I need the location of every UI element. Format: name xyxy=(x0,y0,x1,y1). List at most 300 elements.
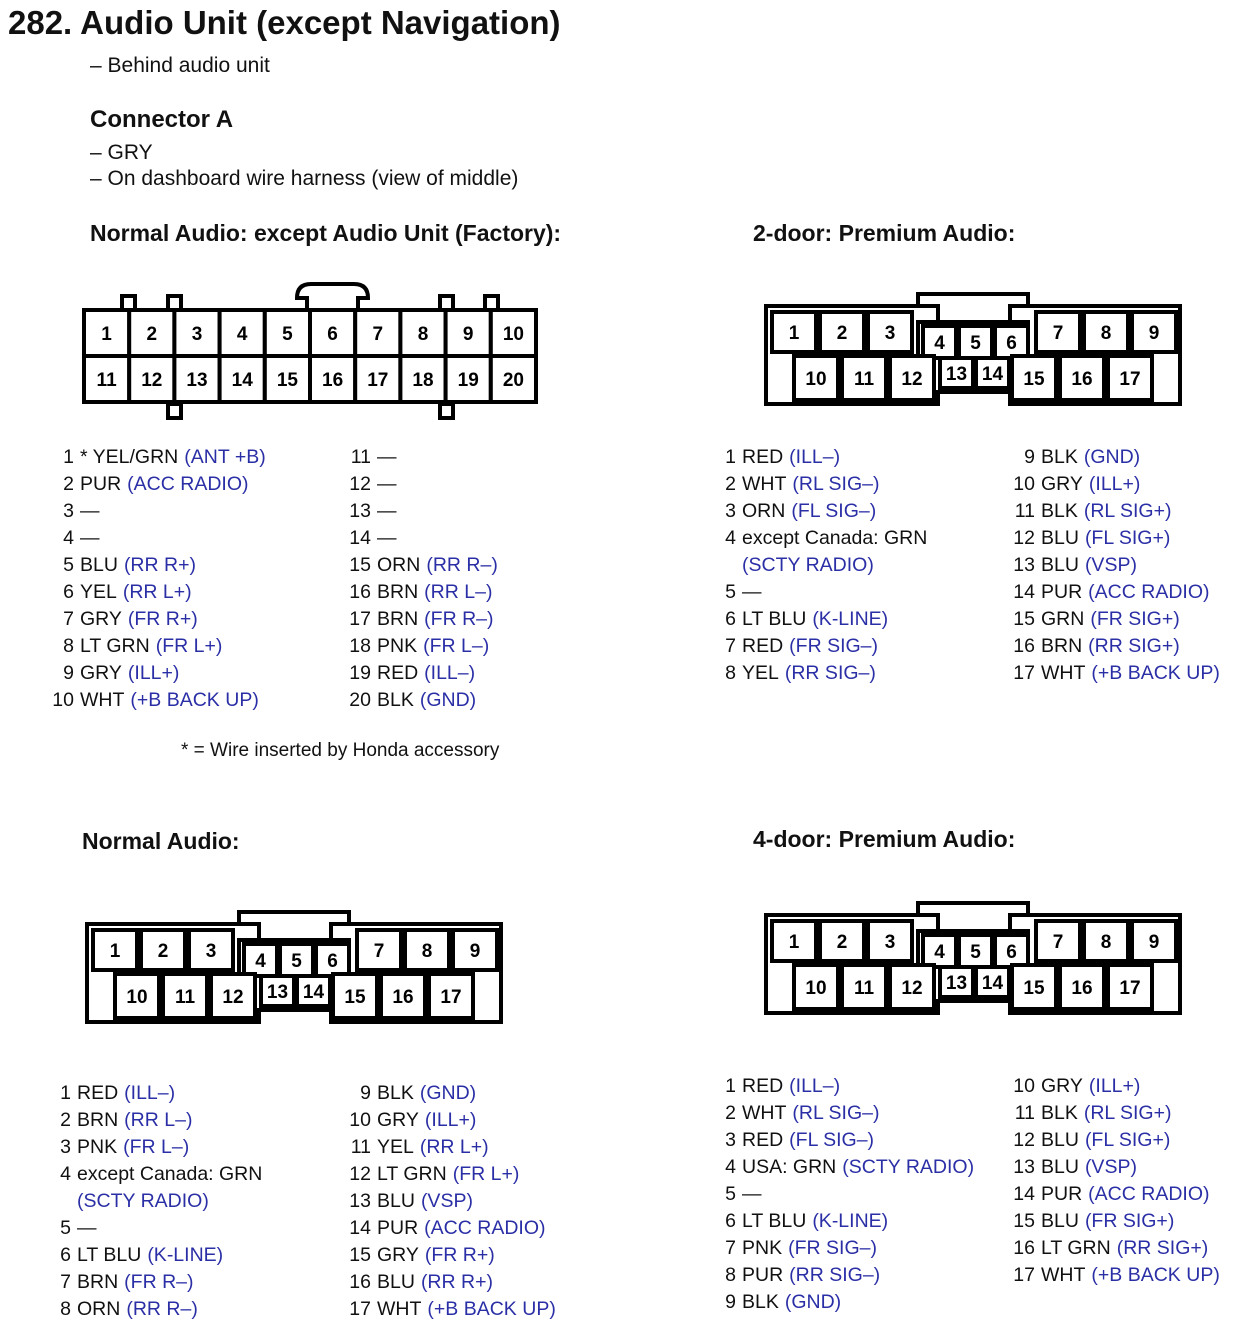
pin-row xyxy=(45,1269,262,1296)
pin-number: 6 xyxy=(725,1210,736,1232)
pin-label: 9 xyxy=(469,941,481,962)
pinlist-2door-left xyxy=(710,444,927,687)
pin-row xyxy=(45,1215,262,1242)
signal-name: (RL SIG+) xyxy=(1083,500,1172,522)
signal-name: (ILL–) xyxy=(789,1075,841,1097)
signal-name: (RR R+) xyxy=(420,1271,493,1293)
signal-name: (+B BACK UP) xyxy=(130,689,259,711)
wire-color: — xyxy=(77,1217,97,1239)
wire-color: PNK xyxy=(377,635,418,657)
pin-row xyxy=(710,1154,974,1181)
wire-color: LT BLU xyxy=(742,1210,807,1232)
signal-name: (RR SIG–) xyxy=(784,662,876,684)
wire-color: RED xyxy=(742,1075,784,1097)
pin-row xyxy=(710,633,927,660)
pin-number: 10 xyxy=(349,1109,371,1131)
signal-name: (ILL+) xyxy=(424,1109,477,1131)
pin-row xyxy=(345,525,498,552)
pin-number: 8 xyxy=(63,635,74,657)
pin-row xyxy=(1009,552,1220,579)
pin-row xyxy=(45,1080,262,1107)
pin-row xyxy=(345,1215,556,1242)
pin-label: 12 xyxy=(141,370,163,391)
pin-number: 13 xyxy=(1013,1156,1035,1178)
pin-row xyxy=(48,525,266,552)
pin-label: 15 xyxy=(276,370,298,391)
signal-name: (SCTY RADIO) xyxy=(742,554,874,576)
signal-name: (FR R+) xyxy=(424,1244,495,1266)
pin-label: 11 xyxy=(853,369,875,390)
pin-label: 13 xyxy=(945,364,968,385)
pin-row xyxy=(345,444,498,471)
pin-number: 11 xyxy=(350,1136,371,1158)
pin-label: 2 xyxy=(836,932,848,953)
pin-number: 6 xyxy=(725,608,736,630)
pin-number: 15 xyxy=(349,1244,371,1266)
signal-name: (ANT +B) xyxy=(184,446,266,468)
footnote: * = Wire inserted by Honda accessory xyxy=(181,740,500,761)
wire-color: BRN xyxy=(77,1271,119,1293)
signal-name: (FL SIG+) xyxy=(1084,1129,1171,1151)
pin-label: 2 xyxy=(146,324,158,345)
wire-color: GRY xyxy=(80,662,122,684)
pin-label: 5 xyxy=(291,951,302,972)
pin-row xyxy=(1009,633,1220,660)
wire-color: BLU xyxy=(1041,527,1079,549)
wire-color: WHT xyxy=(1041,662,1086,684)
wire-color: BLK xyxy=(1041,446,1078,468)
pin-label: 4 xyxy=(255,951,266,972)
wire-color: LT BLU xyxy=(742,608,807,630)
pin-row xyxy=(48,660,266,687)
pin-number: 12 xyxy=(349,473,371,495)
pin-row xyxy=(345,579,498,606)
pin-label: 3 xyxy=(191,324,203,345)
pin-number: 18 xyxy=(349,635,371,657)
wire-color: BRN xyxy=(377,608,419,630)
pin-number: 10 xyxy=(1013,1075,1035,1097)
pin-number: 11 xyxy=(1014,1102,1035,1124)
pin-number: 12 xyxy=(1013,527,1035,549)
wire-color: — xyxy=(742,1183,762,1205)
pin-label: 7 xyxy=(373,941,385,962)
signal-name: (RR L–) xyxy=(424,581,493,603)
pin-row xyxy=(710,1208,974,1235)
pin-label: 4 xyxy=(934,942,945,963)
connector-tab xyxy=(168,296,181,310)
pin-number: 2 xyxy=(60,1109,71,1131)
pin-number: 12 xyxy=(349,1163,371,1185)
signal-name: (RR R+) xyxy=(123,554,196,576)
pin-row xyxy=(345,1242,556,1269)
pin-row xyxy=(1009,606,1220,633)
pin-number: 6 xyxy=(60,1244,71,1266)
pin-label: 1 xyxy=(101,324,112,345)
pin-number: 11 xyxy=(1014,500,1035,522)
pin-row xyxy=(345,1269,556,1296)
pin-label: 4 xyxy=(236,324,248,345)
pin-row xyxy=(710,1181,974,1208)
pin-number: 6 xyxy=(63,581,74,603)
pin-label: 10 xyxy=(805,369,827,390)
signal-name: (FR L–) xyxy=(123,1136,190,1158)
wire-color: BLU xyxy=(80,554,118,576)
pinlist-normal-right xyxy=(345,1080,556,1323)
pin-label: 9 xyxy=(1148,323,1160,344)
pin-number: 1 xyxy=(60,1082,71,1104)
pin-row xyxy=(345,552,498,579)
pin-label: 9 xyxy=(1148,932,1160,953)
pin-number: 9 xyxy=(1024,446,1035,468)
pin-row xyxy=(710,525,927,579)
pin-label: 11 xyxy=(853,978,875,999)
pin-label: 8 xyxy=(1100,932,1112,953)
pin-label: 10 xyxy=(502,324,524,345)
pin-row xyxy=(1009,1073,1220,1100)
wire-color: ORN xyxy=(742,500,786,522)
pin-row xyxy=(1009,1181,1220,1208)
wire-color: BLU xyxy=(377,1190,415,1212)
pin-number: 15 xyxy=(1013,1210,1035,1232)
signal-name: (RR SIG–) xyxy=(789,1264,881,1286)
pin-number: 7 xyxy=(60,1271,71,1293)
signal-name: (FL SIG–) xyxy=(789,1129,875,1151)
pin-label: 15 xyxy=(344,987,366,1008)
wire-color: BLU xyxy=(377,1271,415,1293)
signal-name: (ILL+) xyxy=(1088,473,1141,495)
wire-color: YEL xyxy=(377,1136,414,1158)
pin-row xyxy=(710,660,927,687)
pin-row xyxy=(1009,660,1220,687)
pin-number: 8 xyxy=(60,1298,71,1320)
pin-number: 7 xyxy=(63,608,74,630)
pin-row xyxy=(345,1107,556,1134)
pin-row xyxy=(345,1134,556,1161)
pin-number: 17 xyxy=(349,608,371,630)
wire-color: except Canada: GRN xyxy=(742,527,928,549)
wire-color: BLK xyxy=(1041,500,1078,522)
pinlist-20pin-left xyxy=(48,444,266,714)
pin-number: 4 xyxy=(725,527,736,549)
wire-color: YEL xyxy=(80,581,117,603)
pin-label: 3 xyxy=(205,941,217,962)
signal-name: (K-LINE) xyxy=(812,1210,889,1232)
signal-name: (FR R–) xyxy=(424,608,494,630)
signal-name: (FL SIG+) xyxy=(1084,527,1171,549)
pin-label: 9 xyxy=(462,324,474,345)
pin-label: 11 xyxy=(96,370,117,391)
pin-label: 5 xyxy=(970,942,981,963)
pin-number: 15 xyxy=(349,554,371,576)
pin-number: 10 xyxy=(52,689,74,711)
wire-color: RED xyxy=(77,1082,119,1104)
signal-name: (RR L+) xyxy=(122,581,192,603)
wire-color: WHT xyxy=(80,689,125,711)
pinlist-4door-left xyxy=(710,1073,974,1316)
pin-label: 19 xyxy=(457,370,479,391)
pin-number: 15 xyxy=(1013,608,1035,630)
wire-color: — xyxy=(377,446,397,468)
signal-name: (GND) xyxy=(1083,446,1141,468)
pin-number: 9 xyxy=(725,1291,736,1313)
pin-row xyxy=(48,471,266,498)
pin-number: 7 xyxy=(725,635,736,657)
signal-name: (FR L–) xyxy=(423,635,490,657)
pin-label: 2 xyxy=(157,941,169,962)
wire-color: — xyxy=(742,581,762,603)
connector-2door-diagram xyxy=(760,288,1190,413)
pin-row xyxy=(710,1100,974,1127)
signal-name: (RR L+) xyxy=(419,1136,489,1158)
pin-row xyxy=(48,579,266,606)
pin-label: 6 xyxy=(1006,333,1017,354)
pin-label: 16 xyxy=(392,987,414,1008)
pin-label: 10 xyxy=(126,987,148,1008)
pin-label: 13 xyxy=(186,370,208,391)
pin-row xyxy=(45,1107,262,1134)
wire-color: WHT xyxy=(377,1298,422,1320)
pin-number: 11 xyxy=(350,446,371,468)
pin-number: 8 xyxy=(725,1264,736,1286)
pin-number: 5 xyxy=(60,1217,71,1239)
wire-color: GRY xyxy=(377,1244,419,1266)
pinlist-2door-right xyxy=(1009,444,1220,687)
wire-color: LT GRN xyxy=(80,635,150,657)
pin-number: 5 xyxy=(63,554,74,576)
pin-label: 14 xyxy=(302,982,325,1003)
pin-label: 16 xyxy=(1071,978,1093,999)
signal-name: (GND) xyxy=(419,689,477,711)
pin-number: 5 xyxy=(725,581,736,603)
heading-2door-premium: 2-door: Premium Audio: xyxy=(753,220,1016,246)
pin-label: 6 xyxy=(327,324,338,345)
pin-number: 14 xyxy=(1013,1183,1035,1205)
pin-label: 18 xyxy=(412,370,434,391)
pin-label: 15 xyxy=(1023,978,1045,999)
pin-row xyxy=(710,498,927,525)
pin-row xyxy=(710,1289,974,1316)
pin-label: 16 xyxy=(322,370,344,391)
pin-number: 9 xyxy=(360,1082,371,1104)
pin-label: 17 xyxy=(367,370,389,391)
pin-label: 2 xyxy=(836,323,848,344)
heading-4door-premium: 4-door: Premium Audio: xyxy=(753,826,1016,852)
signal-name: (VSP) xyxy=(1084,1156,1137,1178)
pin-number: 17 xyxy=(349,1298,371,1320)
pin-label: 6 xyxy=(327,951,338,972)
wire-color: PNK xyxy=(742,1237,783,1259)
pin-number: 5 xyxy=(725,1183,736,1205)
wire-color: WHT xyxy=(742,1102,787,1124)
pin-number: 14 xyxy=(349,1217,371,1239)
signal-name: (SCTY RADIO) xyxy=(842,1156,975,1178)
wire-color: ORN xyxy=(377,554,421,576)
signal-name: (+B BACK UP) xyxy=(427,1298,556,1320)
pin-label: 8 xyxy=(1100,323,1112,344)
signal-name: (ACC RADIO) xyxy=(1088,581,1210,603)
pin-number: 2 xyxy=(63,473,74,495)
pin-number: 16 xyxy=(1013,635,1035,657)
wire-color: — xyxy=(377,527,397,549)
pin-number: 1 xyxy=(725,1075,736,1097)
wire-color: BRN xyxy=(77,1109,119,1131)
location-note: – Behind audio unit xyxy=(90,54,270,77)
heading-normal-audio: Normal Audio: xyxy=(82,828,240,854)
pin-row xyxy=(710,1262,974,1289)
wire-color: BRN xyxy=(1041,635,1083,657)
pin-row xyxy=(48,552,266,579)
signal-name: (RR R–) xyxy=(426,554,498,576)
pin-row xyxy=(345,498,498,525)
connector-tab xyxy=(440,296,453,310)
pin-row xyxy=(710,471,927,498)
pin-label: 16 xyxy=(1071,369,1093,390)
pin-number: 2 xyxy=(725,1102,736,1124)
signal-name: (RR R–) xyxy=(126,1298,198,1320)
pin-number: 13 xyxy=(349,1190,371,1212)
pin-number: 1 xyxy=(63,446,74,468)
wire-color: BLU xyxy=(1041,1156,1079,1178)
connector-tab xyxy=(168,404,181,418)
connector-tab xyxy=(440,404,453,418)
pin-number: 4 xyxy=(63,527,74,549)
pin-label: 17 xyxy=(440,987,462,1008)
pin-number: 16 xyxy=(349,1271,371,1293)
wire-color: LT GRN xyxy=(1041,1237,1111,1259)
pin-number: 13 xyxy=(349,500,371,522)
pinlist-20pin-right xyxy=(345,444,498,714)
pin-row xyxy=(48,498,266,525)
pin-label: 14 xyxy=(231,370,253,391)
connector-4door-diagram xyxy=(760,897,1190,1022)
pin-number: 14 xyxy=(349,527,371,549)
pin-number: 17 xyxy=(1013,1264,1035,1286)
wire-color: — xyxy=(377,473,397,495)
signal-name: (FR SIG–) xyxy=(789,635,879,657)
signal-name: (FL SIG–) xyxy=(791,500,877,522)
wire-color: RED xyxy=(377,662,419,684)
connector-20pin-diagram xyxy=(78,278,548,428)
pin-row xyxy=(345,1296,556,1323)
wire-color: RED xyxy=(742,635,784,657)
pin-label: 1 xyxy=(788,323,800,344)
pinlist-4door-right xyxy=(1009,1073,1220,1289)
pin-row xyxy=(345,660,498,687)
pin-label: 12 xyxy=(901,978,923,999)
pin-row xyxy=(345,1080,556,1107)
pin-label: 11 xyxy=(174,987,196,1008)
pin-row xyxy=(1009,579,1220,606)
pin-row xyxy=(345,606,498,633)
wire-color: GRN xyxy=(1041,608,1085,630)
signal-name: (ACC RADIO) xyxy=(424,1217,546,1239)
wire-color: BLU xyxy=(1041,1129,1079,1151)
pin-label: 14 xyxy=(981,973,1004,994)
signal-name: (RR SIG+) xyxy=(1088,635,1180,657)
signal-name: (+B BACK UP) xyxy=(1091,1264,1220,1286)
wire-color: — xyxy=(377,500,397,522)
connector-latch xyxy=(297,284,368,310)
signal-name: (RL SIG–) xyxy=(792,1102,880,1124)
wire-color: WHT xyxy=(742,473,787,495)
wire-color: PUR xyxy=(377,1217,419,1239)
signal-name: (VSP) xyxy=(1084,554,1137,576)
pin-number: 17 xyxy=(1013,662,1035,684)
pin-row xyxy=(1009,444,1220,471)
wire-color: BRN xyxy=(377,581,419,603)
pin-row xyxy=(48,687,266,714)
signal-name: (GND) xyxy=(419,1082,477,1104)
signal-name: (SCTY RADIO) xyxy=(77,1190,209,1212)
wire-color: BLK xyxy=(377,689,414,711)
pin-row xyxy=(710,1235,974,1262)
signal-name: (FR L+) xyxy=(155,635,223,657)
connector-tab xyxy=(122,296,135,310)
pin-row xyxy=(710,1073,974,1100)
pin-label: 7 xyxy=(1052,323,1064,344)
pin-row xyxy=(45,1161,262,1215)
wire-color: BLU xyxy=(1041,1210,1079,1232)
page-title: 282. Audio Unit (except Navigation) xyxy=(8,4,561,41)
signal-name: (RL SIG–) xyxy=(792,473,880,495)
pin-label: 3 xyxy=(884,932,896,953)
pin-number: 14 xyxy=(1013,581,1035,603)
pin-row xyxy=(710,579,927,606)
wire-color: — xyxy=(80,500,100,522)
signal-name: (ILL–) xyxy=(789,446,841,468)
wire-color: GRY xyxy=(377,1109,419,1131)
pin-row xyxy=(1009,1100,1220,1127)
pin-row xyxy=(345,1161,556,1188)
wire-color: BLK xyxy=(1041,1102,1078,1124)
signal-name: (FR SIG–) xyxy=(788,1237,877,1259)
signal-name: (RL SIG+) xyxy=(1083,1102,1172,1124)
wire-color: except Canada: GRN xyxy=(77,1163,263,1185)
pin-label: 13 xyxy=(945,973,968,994)
pin-number: 9 xyxy=(63,662,74,684)
signal-name: (ILL–) xyxy=(124,1082,176,1104)
wire-color: * YEL/GRN xyxy=(80,446,179,468)
pin-number: 3 xyxy=(60,1136,71,1158)
pin-row xyxy=(48,633,266,660)
pin-row xyxy=(1009,1154,1220,1181)
pin-number: 4 xyxy=(725,1156,736,1178)
pin-row xyxy=(1009,1235,1220,1262)
pin-label: 17 xyxy=(1119,369,1141,390)
pinlist-normal-left xyxy=(45,1080,262,1323)
pin-label: 12 xyxy=(222,987,244,1008)
wire-color: PNK xyxy=(77,1136,118,1158)
pin-number: 2 xyxy=(725,473,736,495)
pin-label: 8 xyxy=(417,324,429,345)
signal-name: (ILL+) xyxy=(127,662,180,684)
pin-label: 3 xyxy=(884,323,896,344)
wire-color: LT GRN xyxy=(377,1163,447,1185)
pin-label: 8 xyxy=(421,941,433,962)
pin-row xyxy=(1009,471,1220,498)
signal-name: (K-LINE) xyxy=(147,1244,224,1266)
pin-row xyxy=(45,1296,262,1323)
pin-row xyxy=(345,1188,556,1215)
signal-name: (ACC RADIO) xyxy=(1088,1183,1210,1205)
pin-number: 3 xyxy=(725,500,736,522)
wire-color: BLK xyxy=(377,1082,414,1104)
signal-name: (FR R+) xyxy=(127,608,198,630)
pin-number: 7 xyxy=(725,1237,736,1259)
pin-number: 13 xyxy=(1013,554,1035,576)
pin-label: 6 xyxy=(1006,942,1017,963)
wire-color: RED xyxy=(742,446,784,468)
